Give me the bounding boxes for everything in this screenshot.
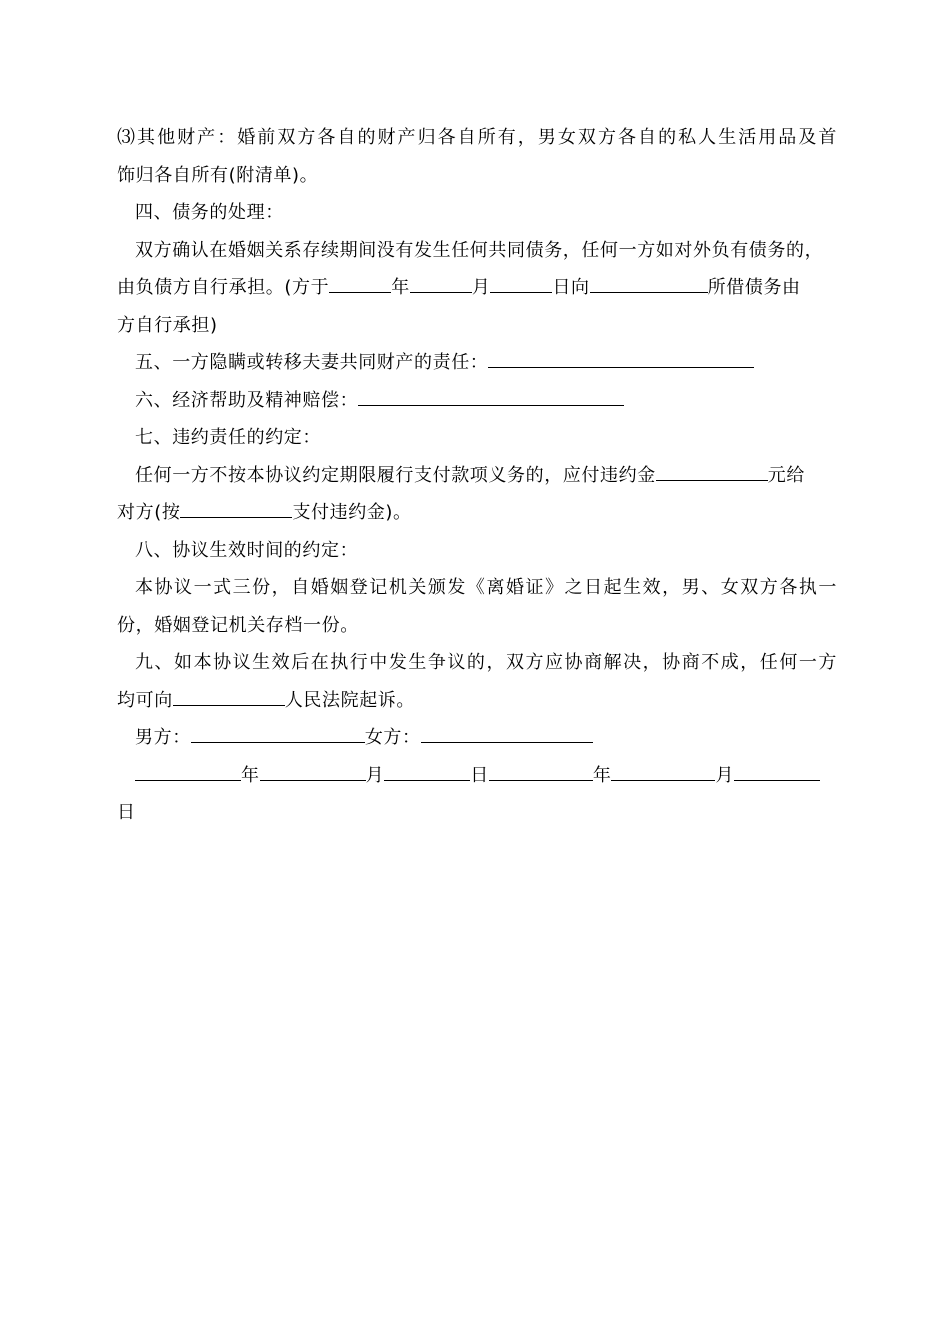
male-date-month-label: 月 (365, 764, 385, 786)
breach-text-a: 任何一方不按本协议约定期限履行支付款项义务的，应付违约金 (135, 464, 656, 486)
female-date-month-label: 月 (715, 764, 735, 786)
breach-text-b: 元给 (767, 464, 805, 486)
debt-month-blank[interactable] (410, 276, 472, 293)
dispute-text-a: 均可向 (117, 689, 173, 711)
debt-text-year: 年 (391, 277, 410, 298)
paragraph-dispute-line2 (117, 682, 837, 720)
heading-debt: 四、债务的处理： (135, 202, 284, 223)
debt-text-e: 所借债务由 (707, 277, 801, 298)
paragraph-other-property-line2: 饰归各自所有(附清单)。 (117, 164, 319, 186)
paragraph-other-property-line1: ⑶其他财产：婚前双方各自的财产归各自所有，男女双方各自的私人生活用品及首 (117, 127, 837, 148)
date-line-day: 日 (117, 802, 136, 823)
male-date-year-blank[interactable] (135, 764, 241, 781)
female-label: 女方： (364, 727, 421, 748)
male-label: 男方： (135, 727, 191, 748)
female-signature-blank[interactable] (421, 726, 593, 743)
penalty-amount-blank[interactable] (656, 464, 768, 481)
penalty-basis-blank[interactable] (180, 501, 292, 518)
concealment-blank[interactable] (488, 351, 754, 368)
female-date-month-blank[interactable] (611, 764, 715, 781)
debt-text-a: 由负债方自行承担。(方于 (117, 277, 330, 298)
paragraph-breach-line2 (117, 494, 837, 532)
heading-effective: 八、协议生效时间的约定： (135, 539, 359, 561)
breach-text-c: 对方(按 (117, 502, 181, 523)
debt-day-blank[interactable] (490, 276, 552, 293)
paragraph-debt-line3: 方自行承担) (117, 314, 218, 336)
dispute-text-b: 人民法院起诉。 (284, 689, 416, 711)
paragraph-debt-line2 (117, 269, 837, 307)
compensation-blank[interactable] (358, 389, 624, 406)
heading-concealment-text: 五、一方隐瞒或转移夫妻共同财产的责任： (135, 352, 489, 373)
male-date-month-blank[interactable] (260, 764, 366, 781)
debt-year-blank[interactable] (329, 276, 391, 293)
heading-breach: 七、违约责任的约定： (135, 427, 321, 448)
paragraph-breach-line1 (117, 457, 837, 495)
debt-text-month: 月 (471, 277, 491, 298)
male-date-year-label: 年 (241, 764, 260, 786)
female-date-year-label: 年 (592, 764, 612, 786)
male-date-day-label: 日 (470, 764, 489, 786)
female-date-day-blank[interactable] (734, 764, 820, 781)
female-date-year-blank[interactable] (489, 764, 593, 781)
signature-line (117, 719, 837, 757)
paragraph-dispute-line1: 九、如本协议生效后在执行中发生争议的，双方应协商解决，协商不成，任何一方 (135, 652, 837, 673)
debt-text-day: 日向 (552, 277, 590, 298)
heading-concealment (117, 344, 837, 382)
male-date-day-blank[interactable] (384, 764, 470, 781)
paragraph-effective-line1: 本协议一式三份，自婚姻登记机关颁发《离婚证》之日起生效，男、女双方各执一 (135, 577, 837, 598)
court-blank[interactable] (173, 689, 285, 706)
breach-text-d: 支付违约金)。 (292, 502, 412, 523)
heading-compensation-text: 六、经济帮助及精神赔偿： (135, 389, 359, 411)
paragraph-debt-line1: 双方确认在婚姻关系存续期间没有发生任何共同债务，任何一方如对外负有债务的， (135, 239, 824, 261)
paragraph-effective-line2: 份，婚姻登记机关存档一份。 (117, 614, 359, 636)
debt-creditor-blank[interactable] (590, 276, 708, 293)
date-line (117, 757, 837, 795)
document-page (117, 119, 837, 832)
male-signature-blank[interactable] (191, 726, 365, 743)
heading-compensation (117, 382, 837, 420)
